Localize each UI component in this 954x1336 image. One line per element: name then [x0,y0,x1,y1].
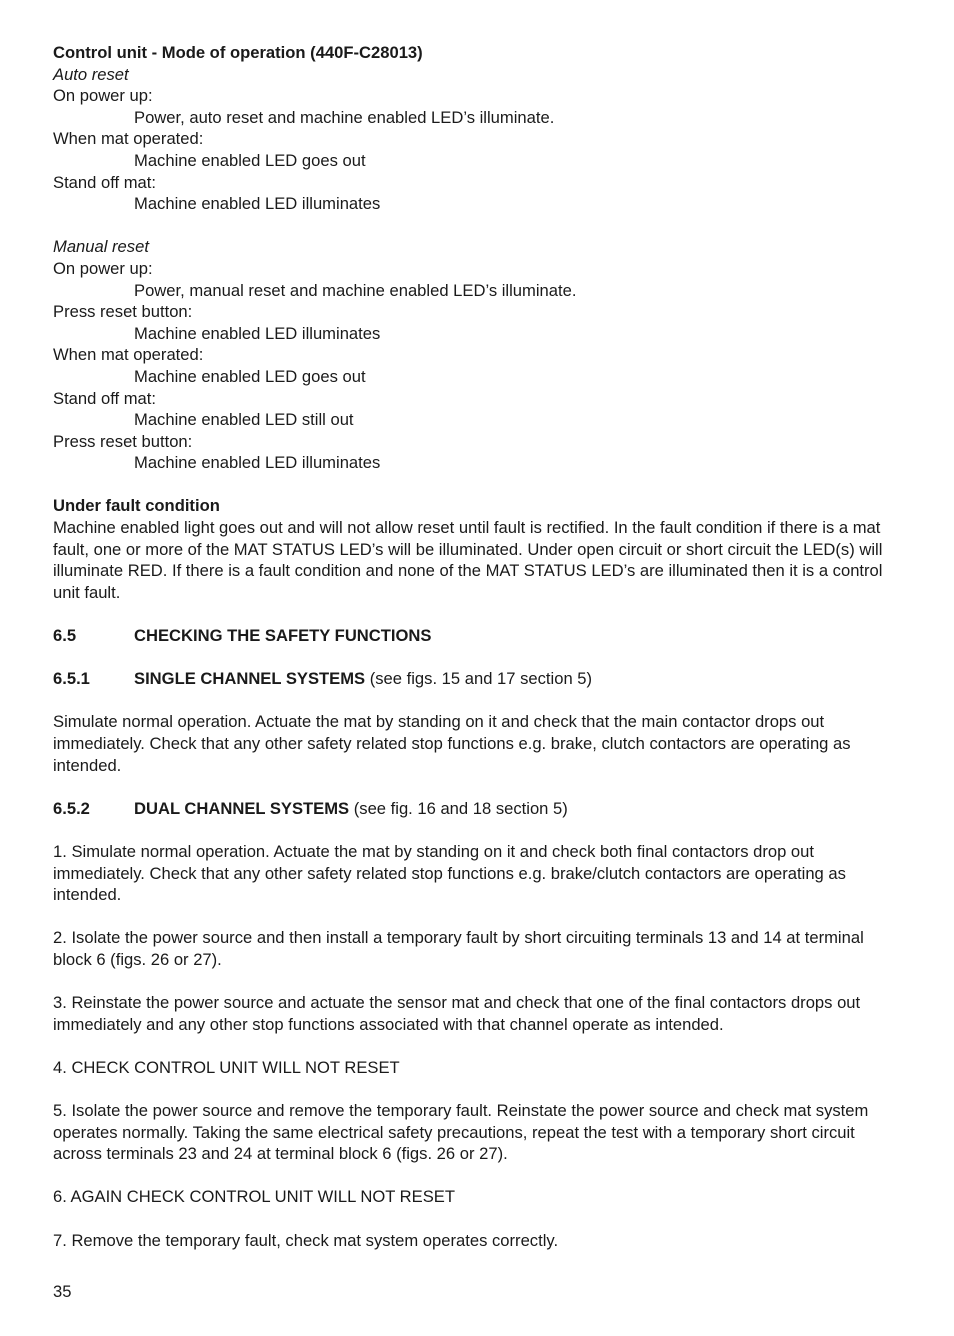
heading-number: 6.5 [53,626,77,646]
page-number: 35 [53,1282,72,1301]
heading-6-5-2 [53,798,903,820]
manual-reset-heading: Manual reset [53,237,149,257]
heading-text: CHECKING THE SAFETY FUNCTIONS [134,626,432,646]
heading-text: SINGLE CHANNEL SYSTEMS [134,669,366,689]
document-page [53,42,903,1251]
manual-line-3: Press reset button: [53,302,193,322]
heading-reference: (see figs. 15 and 17 section 5) [365,669,593,689]
single-channel-paragraph: Simulate normal operation. Actuate the mat by standing on it and check that the main contactor drops out immediately. Check that any other safety related stop functions e.g. brake, clutch contactors are operating as intended. [53,712,851,775]
auto-reset-heading: Auto reset [53,64,129,84]
spacer [53,215,903,237]
heading-6-5 [53,625,903,647]
manual-line-2: Power, manual reset and machine enabled LED’s illuminate. [134,280,577,300]
spacer [53,1165,903,1187]
manual-line-8: Machine enabled LED still out [134,410,354,430]
spacer [53,776,903,798]
manual-line-9: Press reset button: [53,431,193,451]
heading-number: 6.5.2 [53,798,90,818]
spacer [53,603,903,625]
spacer [53,1035,903,1057]
heading-reference: (see fig. 16 and 18 section 5) [349,798,568,818]
spacer [53,819,903,841]
spacer [53,971,903,993]
spacer [53,1079,903,1101]
dual-step-6: 6. AGAIN CHECK CONTROL UNIT WILL NOT RESET [53,1187,456,1207]
auto-line-2: Power, auto reset and machine enabled LED’s illuminate. [134,107,555,127]
heading-text: DUAL CHANNEL SYSTEMS [134,798,350,818]
heading-number: 6.5.1 [53,669,90,689]
auto-line-4: Machine enabled LED goes out [134,150,366,170]
manual-line-1: On power up: [53,258,153,278]
dual-step-4: 4. CHECK CONTROL UNIT WILL NOT RESET [53,1057,400,1077]
spacer [53,474,903,496]
dual-step-5: 5. Isolate the power source and remove the temporary fault. Reinstate the power source and check mat system operates normally. Taking the same electrical safety precautions, repeat the test with a temporary short circuit across terminals 23 and 24 at terminal block 6 (figs. 26 or 27). [53,1101,869,1164]
manual-line-4: Machine enabled LED illuminates [134,323,381,343]
dual-step-3: 3. Reinstate the power source and actuate the sensor mat and check that one of the final contactors drops out immediately and any other stop functions associated with that channel operate as intended. [53,993,861,1034]
dual-step-7: 7. Remove the temporary fault, check mat system operates correctly. [53,1230,559,1250]
manual-line-5: When mat operated: [53,345,204,365]
heading-6-5-1 [53,668,903,690]
spacer [53,1208,903,1230]
auto-line-1: On power up: [53,86,153,106]
fault-paragraph: Machine enabled light goes out and will not allow reset until fault is rectified. In the fault condition if there is a mat fault, one or more of the MAT STATUS LED’s will be illuminated. Under open circuit or short circuit the LED(s) will illuminate RED. If there is a fault condition and none of the MAT STATUS LED’s are illuminated then it is a control unit fault. [53,518,883,602]
dual-step-2: 2. Isolate the power source and then install a temporary fault by short circuiting terminals 13 and 14 at terminal block 6 (figs. 26 or 27). [53,928,864,969]
auto-line-5: Stand off mat: [53,172,157,192]
spacer [53,647,903,669]
spacer [53,906,903,928]
manual-line-10: Machine enabled LED illuminates [134,453,381,473]
section-title: Control unit - Mode of operation (440F-C28013) [53,43,423,62]
spacer [53,690,903,712]
fault-heading: Under fault condition [53,496,220,516]
dual-step-1: 1. Simulate normal operation. Actuate the mat by standing on it and check both final contactors drop out immediately. Check that any other safety related stop functions e.g. brake/clutch contactors are operating as intended. [53,841,846,905]
manual-line-7: Stand off mat: [53,388,157,408]
auto-line-3: When mat operated: [53,129,204,149]
manual-line-6: Machine enabled LED goes out [134,366,366,386]
auto-line-6: Machine enabled LED illuminates [134,194,381,214]
